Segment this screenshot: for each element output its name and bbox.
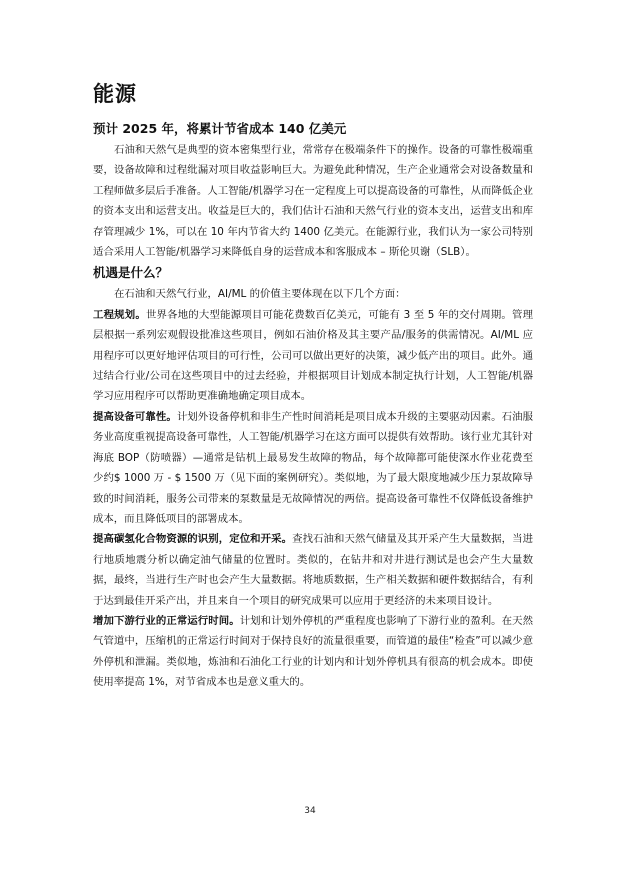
item-text: 查找石油和天然气储量及其开采产生大量数据，当进行地质地震分析以确定油气储量的位置时。类似的，在钻井和对井进行测试是也会产生大量数据，最终，当进行生产时也会产生大量数据。将地质数据，生产相关数据和硬件数据结合，有利于达到最佳开采产出，并且来自一个项目的研究成果可以应用于更经济的未来项目设计。 [93, 533, 534, 607]
intro-paragraph: 石油和天然气是典型的资本密集型行业，常常存在极端条件下的操作。设备的可靠性极端重要，设备故障和过程纰漏对项目收益影响巨大。为避免此种情况，生产企业通常会对设备数量和工程师做多层后手准备。人工智能/机器学习在一定程度上可以提高设备的可靠性，从而降低企业的资本支出和运营支出。收益是巨大的，我们估计石油和天然气行业的资本支出，运营支出和库存管理减少 1%，可以在 10 年内节省大约 1400 亿美元。在能源行业，我们认为一家公司特别适合采用人工智能/机器学习来降低自身的运营成本和客服成本 – 斯伦贝谢（SLB）。 [93, 144, 533, 259]
item-engineering-planning [93, 305, 533, 407]
item-text: 世界各地的大型能源项目可能花费数百亿美元，可能有 3 至 5 年的交付周期。管理层根据一系列宏观假设批准这些项目，例如石油价格及其主要产品/服务的供需情况。AI/ML 应用程序可以更好地评估项目的可行性，公司可以做出更好的决策，减少低产出的项目。此外。通过结合行业/公司在这些项目中的过去经验，并根据项目计划成本制定执行计划，人工智能/机器学习应用程序可以帮助更准确地确定项目成本。 [93, 308, 534, 403]
item-hydrocarbon-resources [93, 529, 533, 611]
opportunity-intro: 在石油和天然气行业，AI/ML 的价值主要体现在以下几个方面： [114, 288, 406, 301]
item-text: 计划外设备停机和非生产性时间消耗是项目成本升级的主要驱动因素。石油服务业高度重视提高设备可靠性，人工智能/机器学习在这方面可以提供有效帮助。该行业尤其针对海底 BOP（防喷器）—通常是钻机上最易发生故障的物品，每个故障都可能使深水作业花费至少约$ 1000 万 - $ 1500 万（见下面的案例研究）。类似地，为了最大限度地减少压力泵故障导致的时间消耗，服务公司带来的泵数量是无故障情况的两倍。提高设备可靠性不仅降低设备维护成本，而且降低项目的部署成本。 [93, 410, 533, 525]
subheading-opportunity: 机遇是什么？ [93, 265, 169, 281]
item-lead: 增加下游行业的正常运行时间。 [93, 614, 240, 627]
subheading-cost-savings: 预计 2025 年，将累计节省成本 140 亿美元 [93, 121, 347, 136]
section-title: 能源 [93, 82, 137, 106]
item-lead: 工程规划。 [93, 308, 146, 321]
item-downstream-uptime [93, 611, 533, 693]
item-lead: 提高碳氢化合物资源的识别，定位和开采。 [93, 533, 293, 546]
page-body [93, 118, 533, 693]
item-text: 计划和计划外停机的严重程度也影响了下游行业的盈利。在天然气管道中，压缩机的正常运行时间对于保持良好的流量很重要，而管道的最佳“检查”可以减少意外停机和泄漏。类似地，炼油和石油化工行业的计划内和计划外停机具有很高的机会成本。即使使用率提高 1%，对节省成本也是意义重大的。 [93, 614, 534, 689]
item-equipment-reliability [93, 407, 533, 529]
page-number: 34 [304, 806, 316, 816]
item-lead: 提高设备可靠性。 [93, 410, 177, 423]
